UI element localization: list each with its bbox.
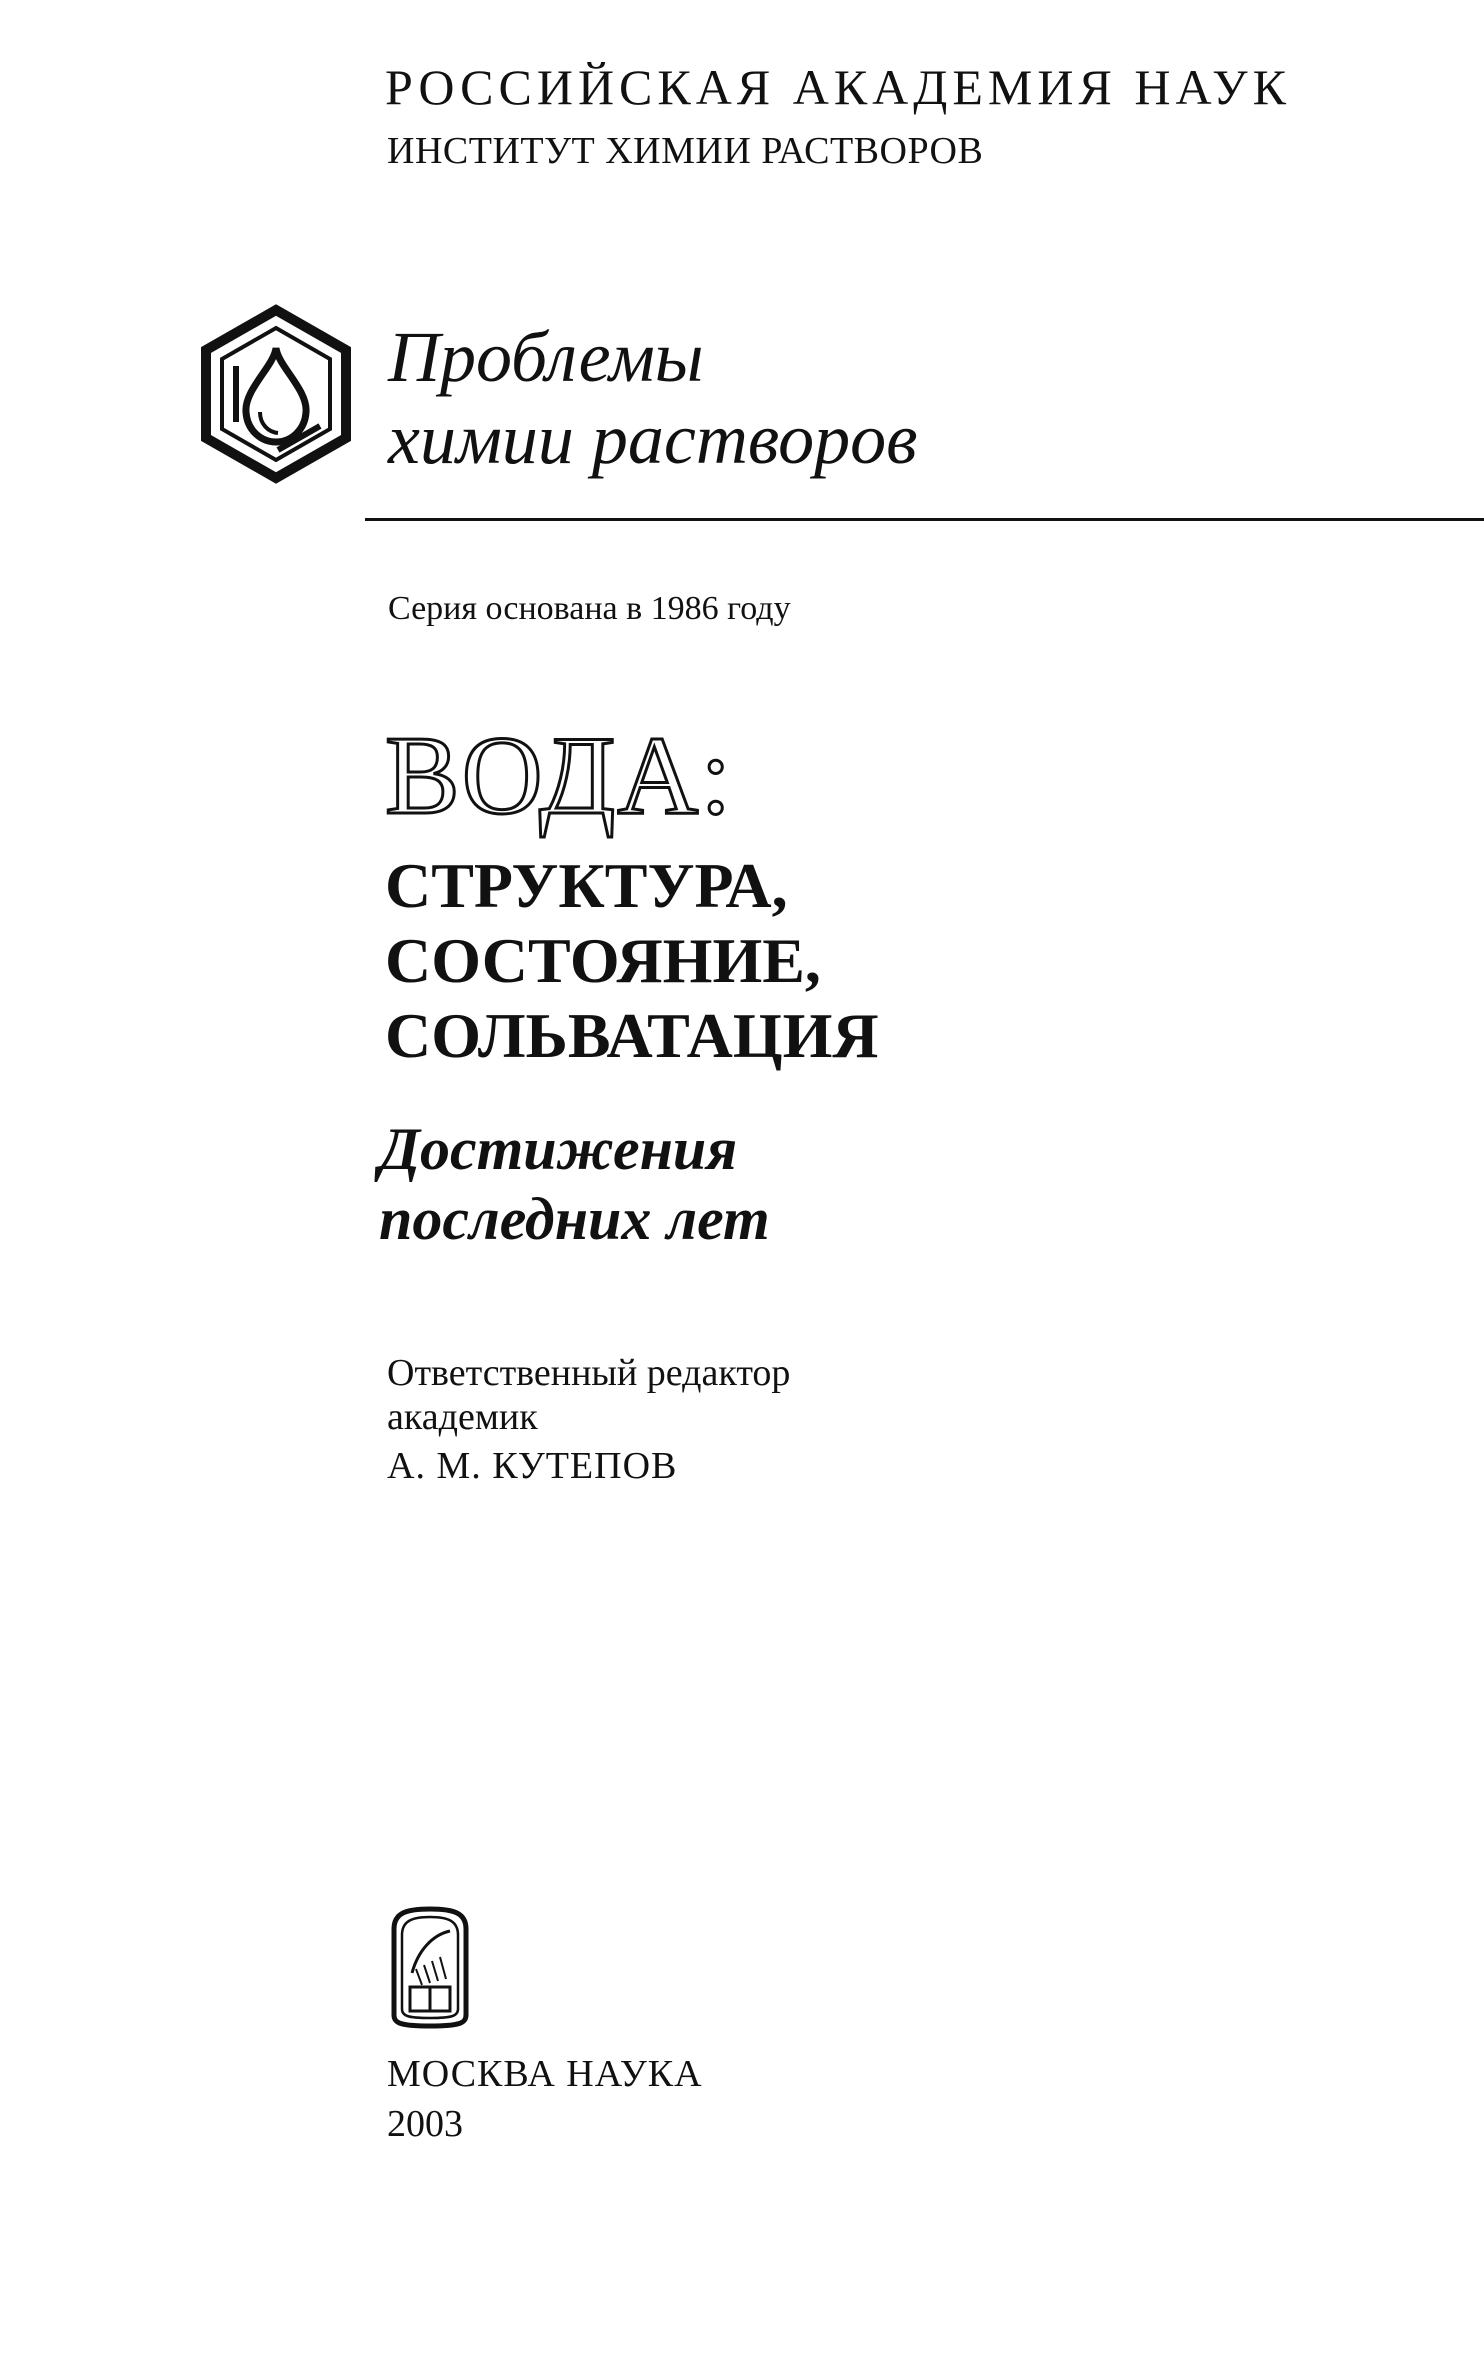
- divider-rule: [365, 518, 1484, 521]
- series-founded-note: Серия основана в 1986 году: [388, 590, 791, 627]
- editor-title: академик: [387, 1396, 538, 1438]
- editor-name: А. М. КУТЕПОВ: [387, 1445, 678, 1487]
- book-title-main: ВОДА:: [385, 714, 734, 838]
- academy-name: РОССИЙСКАЯ АКАДЕМИЯ НАУК: [385, 59, 1291, 115]
- editor-role: Ответственный редактор: [387, 1352, 791, 1394]
- publisher-city: МОСКВА НАУКА: [387, 2053, 703, 2095]
- book-title-sub: СТРУКТУРА, СОСТОЯНИЕ, СОЛЬВАТАЦИЯ: [385, 850, 879, 1071]
- nauka-publisher-emblem-icon: [388, 1905, 472, 2030]
- book-subtitle: Достижения последних лет: [379, 1116, 770, 1252]
- series-title: Проблемы химии растворов: [388, 317, 918, 479]
- institute-name: ИНСТИТУТ ХИМИИ РАСТВОРОВ: [387, 130, 984, 172]
- hexagon-droplet-icon: [196, 304, 356, 484]
- publication-year: 2003: [387, 2103, 463, 2145]
